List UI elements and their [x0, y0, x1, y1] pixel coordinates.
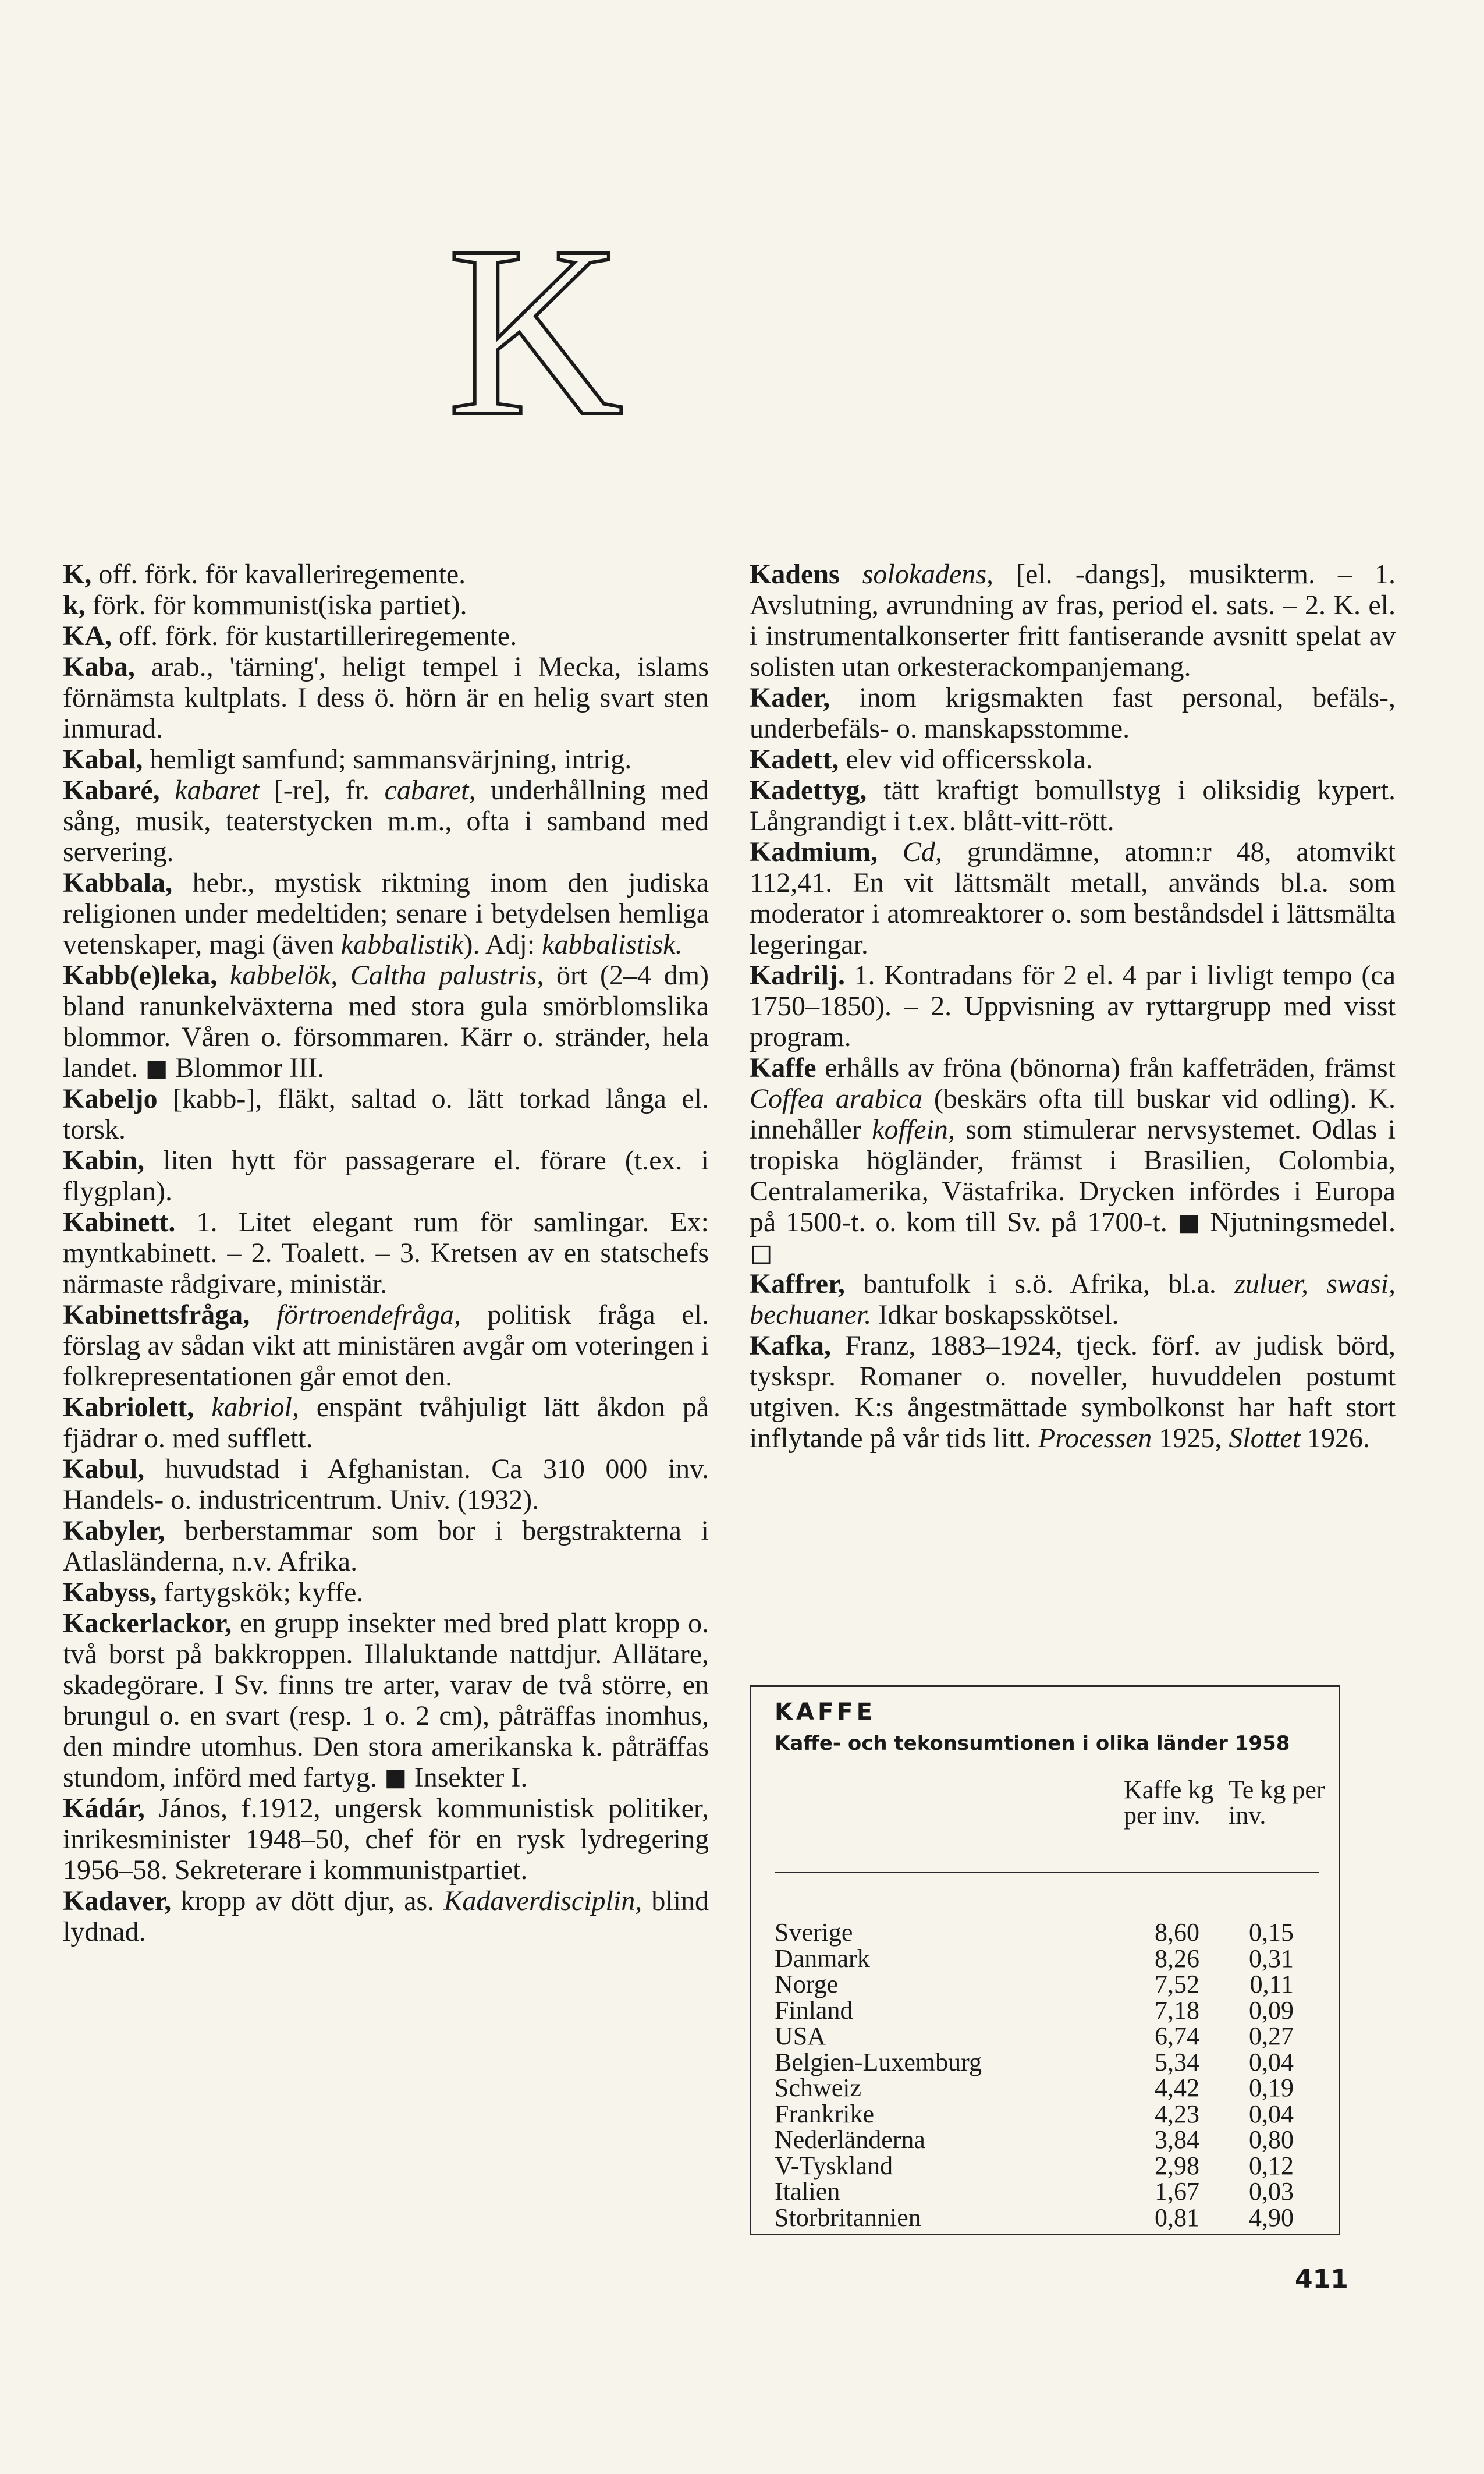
entry-italic-text: koffein,: [861, 1114, 955, 1145]
table-row: [775, 1995, 1319, 2025]
entry-text: kropp av dött djur, as.: [171, 1885, 435, 1916]
dictionary-entry: [750, 559, 1396, 682]
entry-italic-text: Cd,: [878, 837, 942, 867]
country-cell: Frankrike: [775, 2099, 875, 2128]
coffee-table-body: [775, 1920, 1319, 2231]
entry-text: off. förk. för kustartilleriregemente.: [112, 621, 517, 651]
country-cell: USA: [775, 2022, 826, 2050]
entry-italic-text: kabaret: [159, 775, 260, 806]
country-cell: Nederländerna: [775, 2125, 925, 2154]
entry-headword: Kadens: [750, 559, 840, 590]
tea-column-header: Te kg per inv.: [1229, 1775, 1325, 1830]
entry-headword: Kabriolett,: [63, 1392, 194, 1423]
coffee-table-header: [775, 1775, 1325, 1853]
dictionary-entry: [63, 1608, 709, 1793]
entry-headword: Kabaré,: [63, 775, 160, 806]
tea-value-cell: 0,03: [1249, 2177, 1294, 2206]
country-cell: Sverige: [775, 1918, 853, 1947]
tea-value-cell: 0,15: [1249, 1918, 1294, 1947]
entry-text: huvudstad i Afghanistan. Ca 310 000 inv. Handels- o. industricentrum. Univ. (1932).: [63, 1454, 709, 1515]
dictionary-entry: [63, 1145, 709, 1207]
entry-headword: Kadmium,: [750, 837, 878, 867]
entry-text: off. förk. för kavalleriregemente.: [91, 559, 466, 590]
entry-text: liten hytt för passagerare el. förare (t.ex. i flygplan).: [63, 1145, 709, 1207]
entry-text: elev vid officersskola.: [839, 744, 1093, 775]
entry-headword: Kabyss,: [63, 1577, 157, 1608]
dictionary-entry: [750, 1052, 1396, 1268]
tea-value-cell: 0,19: [1249, 2074, 1294, 2102]
dictionary-entry: [750, 682, 1396, 744]
dictionary-entry: [63, 960, 709, 1083]
tea-value-cell: 0,04: [1249, 2047, 1294, 2076]
dictionary-entry: [63, 1515, 709, 1577]
dictionary-entry: [63, 1392, 709, 1454]
entry-text: blind lydnad.: [63, 1885, 709, 1947]
entry-headword: Kackerlackor,: [63, 1608, 232, 1639]
coffee-value-cell: 3,84: [1155, 2125, 1199, 2154]
coffee-value-cell: 1,67: [1155, 2177, 1199, 2206]
coffee-value-cell: 0,81: [1155, 2203, 1199, 2232]
entry-text: i instrumentalkonserter fritt fantiserande avsnitt spelat av solisten utan orkesterackompanjemang.: [750, 621, 1396, 682]
dictionary-entry: [63, 621, 709, 651]
entry-text: berberstammar som bor i bergstrakterna i Atlasländerna, n.v. Afrika.: [63, 1515, 709, 1577]
entry-text: underhållning med sång, musik, teaterstycken m.m., ofta i samband med servering.: [63, 775, 709, 867]
dictionary-entry: [63, 559, 709, 590]
country-cell: Norge: [775, 1970, 839, 1998]
dictionary-entry: [63, 651, 709, 744]
tea-value-cell: 0,80: [1249, 2125, 1294, 2154]
entry-headword: Kabb(e)leka,: [63, 960, 218, 991]
dictionary-entry: [750, 775, 1396, 837]
entry-text: politisk fråga el. förslag av sådan vikt att ministären avgår om voteringen i folkrepresentationen går emot den.: [63, 1299, 709, 1392]
entry-headword: Kadett,: [750, 744, 839, 775]
dictionary-entry: [63, 1885, 709, 1947]
entry-headword: Kabal,: [63, 744, 143, 775]
entry-text: en grupp insekter med bred platt kropp o. två borst på bakkroppen. Illaluktande nattdjur. Allätare, skadegörare. I Sv. finns tre arter, varav de två större, en brungul o. en svart (resp. 1 o. 2 cm), påträffas inomhus, den mindre utomhus. Den stora amerikanska k. påträffas stundom, införd med fartyg. ◼ Insekter I.: [63, 1608, 709, 1793]
entry-text: erhålls av fröna (bönorna) från kaffeträden, främst: [816, 1052, 1396, 1083]
section-letter: [439, 221, 631, 437]
table-row: [775, 2205, 1319, 2231]
tea-value-cell: 0,31: [1249, 1944, 1294, 1973]
entry-text: hemligt samfund; sammansvärjning, intrig.: [143, 744, 632, 775]
entry-text: [el. -dangs], musikterm. – 1. Avslutning, avrundning av fras, period el. sats. – 2. K. el.: [750, 559, 1396, 621]
entry-headword: Kadrilj.: [750, 960, 845, 991]
entry-headword: Kaffe: [750, 1052, 816, 1083]
table-row: [775, 1946, 1319, 1972]
entry-italic-text: Slottet: [1222, 1423, 1301, 1454]
table-row: [775, 2047, 1319, 2076]
tea-value-cell: 0,12: [1249, 2151, 1294, 2180]
entry-headword: Kader,: [750, 682, 830, 713]
dictionary-entry: [63, 1083, 709, 1145]
entry-headword: KA,: [63, 621, 112, 651]
table-row: [775, 2075, 1319, 2101]
coffee-value-cell: 5,34: [1155, 2047, 1199, 2076]
entry-headword: K,: [63, 559, 92, 590]
entry-italic-text: förtroendefråga,: [250, 1299, 461, 1330]
entry-headword: Kadaver,: [63, 1885, 172, 1916]
entry-headword: Kabeljo: [63, 1083, 158, 1114]
left-column: [63, 559, 709, 1947]
coffee-box-title: KAFFE: [775, 1699, 876, 1725]
dictionary-entry: [750, 744, 1396, 775]
entry-text: 1926.: [1300, 1423, 1371, 1454]
coffee-value-cell: 2,98: [1155, 2151, 1199, 2180]
tea-value-cell: 4,90: [1249, 2203, 1294, 2232]
coffee-box-subtitle: Kaffe- och tekonsumtionen i olika länder 1958: [775, 1732, 1290, 1755]
entry-headword: Kaffrer,: [750, 1268, 845, 1299]
entry-text: [kabb-], fläkt, saltad o. lätt torkad långa el. torsk.: [63, 1083, 709, 1145]
dictionary-entry: [63, 744, 709, 775]
page-number: 411: [1295, 2264, 1348, 2294]
entry-headword: Kabul,: [63, 1454, 145, 1484]
entry-text: som stimulerar nervsystemet. Odlas i tropiska högländer, främst i Brasilien, Colombia, Centralamerika, Västafrika. Drycken infördes i Europa på 1500-t. o. kom till Sv. på 1700-t. ◼ Njutningsmedel. ◻: [750, 1114, 1396, 1268]
entry-text: arab., 'tärning', heligt tempel i Mecka, islams förnämsta kultplats. I dess ö. hörn är en helig svart sten inmurad.: [63, 651, 709, 744]
dictionary-entry: [63, 1454, 709, 1515]
entry-headword: Kabinett.: [63, 1207, 176, 1238]
coffee-value-cell: 8,60: [1155, 1918, 1199, 1947]
tea-value-cell: 0,04: [1249, 2099, 1294, 2128]
dictionary-entry: [750, 1330, 1396, 1454]
coffee-table-rule: [775, 1872, 1319, 1873]
entry-italic-text: Coffea arabica: [750, 1083, 923, 1114]
entry-headword: Kadettyg,: [750, 775, 867, 806]
entry-text: [-re], fr.: [259, 775, 370, 806]
entry-italic-text: Kadaverdisciplin,: [434, 1885, 642, 1916]
dictionary-entry: [750, 1268, 1396, 1330]
dictionary-entry: [63, 1793, 709, 1885]
entry-headword: Kabinettsfråga,: [63, 1299, 250, 1330]
entry-headword: Kabin,: [63, 1145, 145, 1176]
entry-headword: Kádár,: [63, 1793, 145, 1824]
entry-text: grundämne, atomn:r 48, atomvikt 112,41. En vit lättsmält metall, används bl.a. som moderator i atomreaktorer o. som beståndsdel i lättsmälta legeringar.: [750, 837, 1396, 960]
coffee-value-cell: 7,52: [1155, 1970, 1199, 1998]
table-row: [775, 2153, 1319, 2179]
entry-italic-text: cabaret,: [370, 775, 476, 806]
country-cell: Schweiz: [775, 2074, 862, 2102]
coffee-consumption-box: [750, 1685, 1340, 2235]
coffee-value-cell: 6,74: [1155, 2022, 1199, 2050]
table-row: [775, 1920, 1319, 1946]
entry-text: fartygskök; kyffe.: [157, 1577, 364, 1608]
coffee-value-cell: 4,42: [1155, 2074, 1199, 2102]
country-cell: Finland: [775, 1995, 853, 2025]
table-row: [775, 2023, 1319, 2050]
entry-text: 1. Litet elegant rum för samlingar. Ex: myntkabinett. – 2. Toalett. – 3. Kretsen av en statschefs närmaste rådgivare, ministär.: [63, 1207, 709, 1299]
dictionary-entry: [63, 590, 709, 621]
entry-italic-text: Processen: [1031, 1423, 1152, 1454]
section-letter-text: K: [447, 221, 624, 437]
entry-headword: Kaba,: [63, 651, 136, 682]
entry-text: enspänt tvåhjuligt lätt åkdon på fjädrar o. med sufflett.: [63, 1392, 709, 1454]
right-column: [750, 559, 1396, 1454]
entry-text: 1. Kontradans för 2 el. 4 par i livligt tempo (ca 1750–1850). – 2. Uppvisning av ryttargrupp med visst program.: [750, 960, 1396, 1052]
coffee-value-cell: 8,26: [1155, 1944, 1199, 1973]
dictionary-entry: [63, 1299, 709, 1392]
coffee-value-cell: 7,18: [1155, 1995, 1199, 2025]
entry-italic-text: kabbalistisk.: [535, 929, 683, 960]
entry-text: János, f.1912, ungersk kommunistisk politiker, inrikesminister 1948–50, chef för en rysk lydregering 1956–58. Sekreterare i kommunistpartiet.: [63, 1793, 709, 1885]
tea-value-cell: 0,09: [1249, 1995, 1294, 2025]
dictionary-entry: [750, 960, 1396, 1052]
country-cell: Italien: [775, 2177, 840, 2206]
entry-text: bantufolk i s.ö. Afrika, bl.a.: [844, 1268, 1216, 1299]
dictionary-entry: [63, 867, 709, 960]
entry-italic-text: zuluer, swasi, bechuaner.: [750, 1268, 1396, 1330]
entry-text: (beskärs ofta till buskar vid odling). K. innehåller: [750, 1083, 1396, 1145]
dictionary-entry: [63, 1207, 709, 1299]
table-row: [775, 2179, 1319, 2205]
entry-text: Franz, 1883–1924, tjeck. förf. av judisk börd, tyskspr. Romaner o. noveller, huvuddelen postumt utgiven. K:s ångestmättade symbolkonst har haft stort inflytande på vår tids litt.: [750, 1330, 1396, 1454]
country-cell: Belgien-Luxemburg: [775, 2047, 982, 2076]
entry-text: Idkar boskapsskötsel.: [871, 1299, 1119, 1330]
tea-value-cell: 0,27: [1249, 2022, 1294, 2050]
entry-italic-text: kabriol,: [194, 1392, 299, 1423]
entry-text: inom krigsmakten fast personal, befäls-, underbefäls- o. manskapsstomme.: [750, 682, 1396, 744]
entry-headword: Kabyler,: [63, 1515, 165, 1546]
entry-headword: k,: [63, 590, 86, 621]
section-letter-graphic: [439, 221, 631, 437]
table-row: [775, 2101, 1319, 2128]
dictionary-entry: [63, 1577, 709, 1608]
coffee-column-header: Kaffe kg per inv.: [1124, 1775, 1214, 1830]
entry-headword: Kabbala,: [63, 867, 173, 898]
entry-text: hebr., mystisk riktning inom den judiska religionen under medeltiden; senare i betydelsen hemliga vetenskaper, magi (även: [63, 867, 709, 960]
country-cell: Danmark: [775, 1944, 870, 1973]
country-cell: V-Tyskland: [775, 2151, 893, 2180]
entry-text: tätt kraftigt bomullstyg i oliksidig kypert. Långrandigt i t.ex. blått-vitt-rött.: [750, 775, 1396, 837]
dictionary-entry: [63, 775, 709, 867]
entry-headword: Kafka,: [750, 1330, 832, 1361]
entry-text: ). Adj:: [463, 929, 535, 960]
coffee-value-cell: 4,23: [1155, 2099, 1199, 2128]
table-row: [775, 2127, 1319, 2153]
entry-text: förk. för kommunist(iska partiet).: [85, 590, 467, 621]
tea-value-cell: 0,11: [1249, 1970, 1294, 1998]
entry-italic-text: kabbelök, Caltha palustris,: [217, 960, 544, 991]
dictionary-entry: [750, 837, 1396, 960]
entry-italic-text: kabbalistik: [333, 929, 464, 960]
entry-italic-text: solokadens,: [839, 559, 994, 590]
entry-text: 1925,: [1152, 1423, 1222, 1454]
country-cell: Storbritannien: [775, 2203, 921, 2232]
entry-text: ört (2–4 dm) bland ranunkelväxterna med stora gula smörblomslika blommor. Våren o. försommaren. Kärr o. stränder, hela landet. ◼ Blommor III.: [63, 960, 709, 1083]
table-row: [775, 1972, 1319, 1998]
